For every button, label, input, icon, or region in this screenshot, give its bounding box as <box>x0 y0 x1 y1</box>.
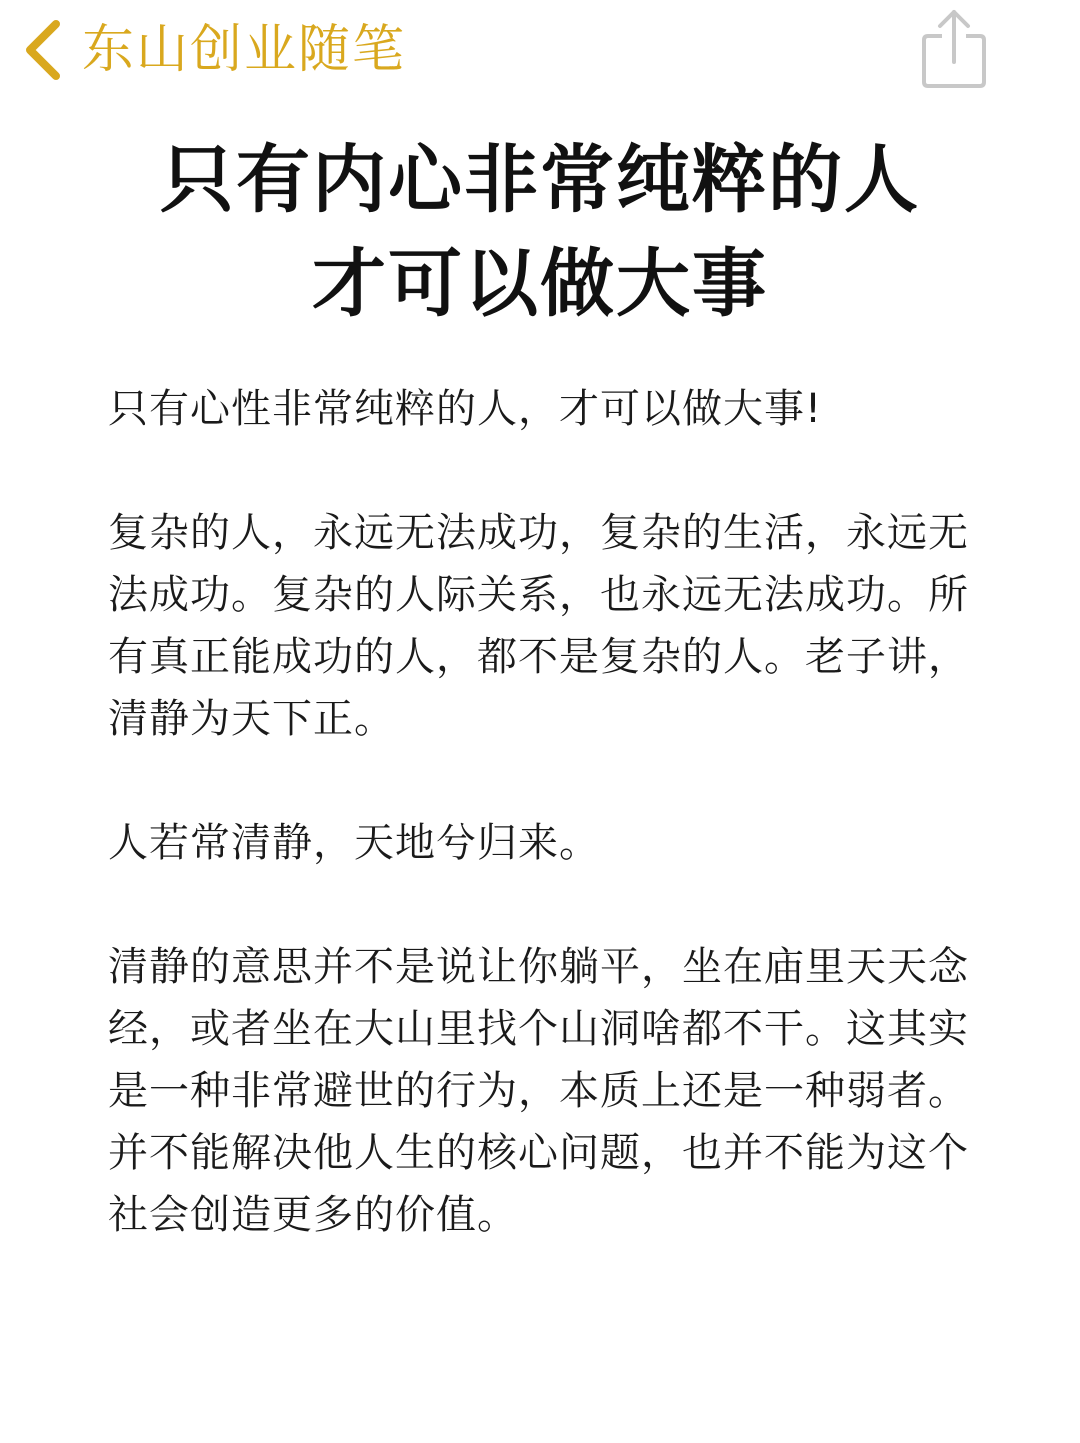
share-button[interactable] <box>918 8 990 90</box>
document-title-line-1: 只有内心非常纯粹的人 <box>160 137 920 223</box>
body-paragraph-1: 只有心性非常纯粹的人，才可以做大事! <box>108 386 823 432</box>
back-button[interactable] <box>22 14 406 86</box>
share-icon <box>918 8 990 90</box>
document-body <box>108 378 978 1308</box>
nav-bar <box>0 0 1080 100</box>
chevron-left-icon <box>22 18 62 82</box>
document-title-line-2: 才可以做大事 <box>312 241 768 327</box>
document-title <box>60 128 1020 336</box>
body-paragraph-4: 清静的意思并不是说让你躺平，坐在庙里天天念经，或者坐在大山里找个山洞啥都不干。这其实是一种非常避世的行为，本质上还是一种弱者。并不能解决他人生的核心问题，也并不能为这个社会创造更多的价值。 <box>108 944 969 1238</box>
body-paragraph-3: 人若常清静，天地兮归来。 <box>108 820 600 866</box>
body-paragraph-2: 复杂的人，永远无法成功，复杂的生活，永远无法成功。复杂的人际关系，也永远无法成功。所有真正能成功的人，都不是复杂的人。老子讲，清静为天下正。 <box>108 510 969 742</box>
back-button-label: 东山创业随笔 <box>82 20 407 80</box>
